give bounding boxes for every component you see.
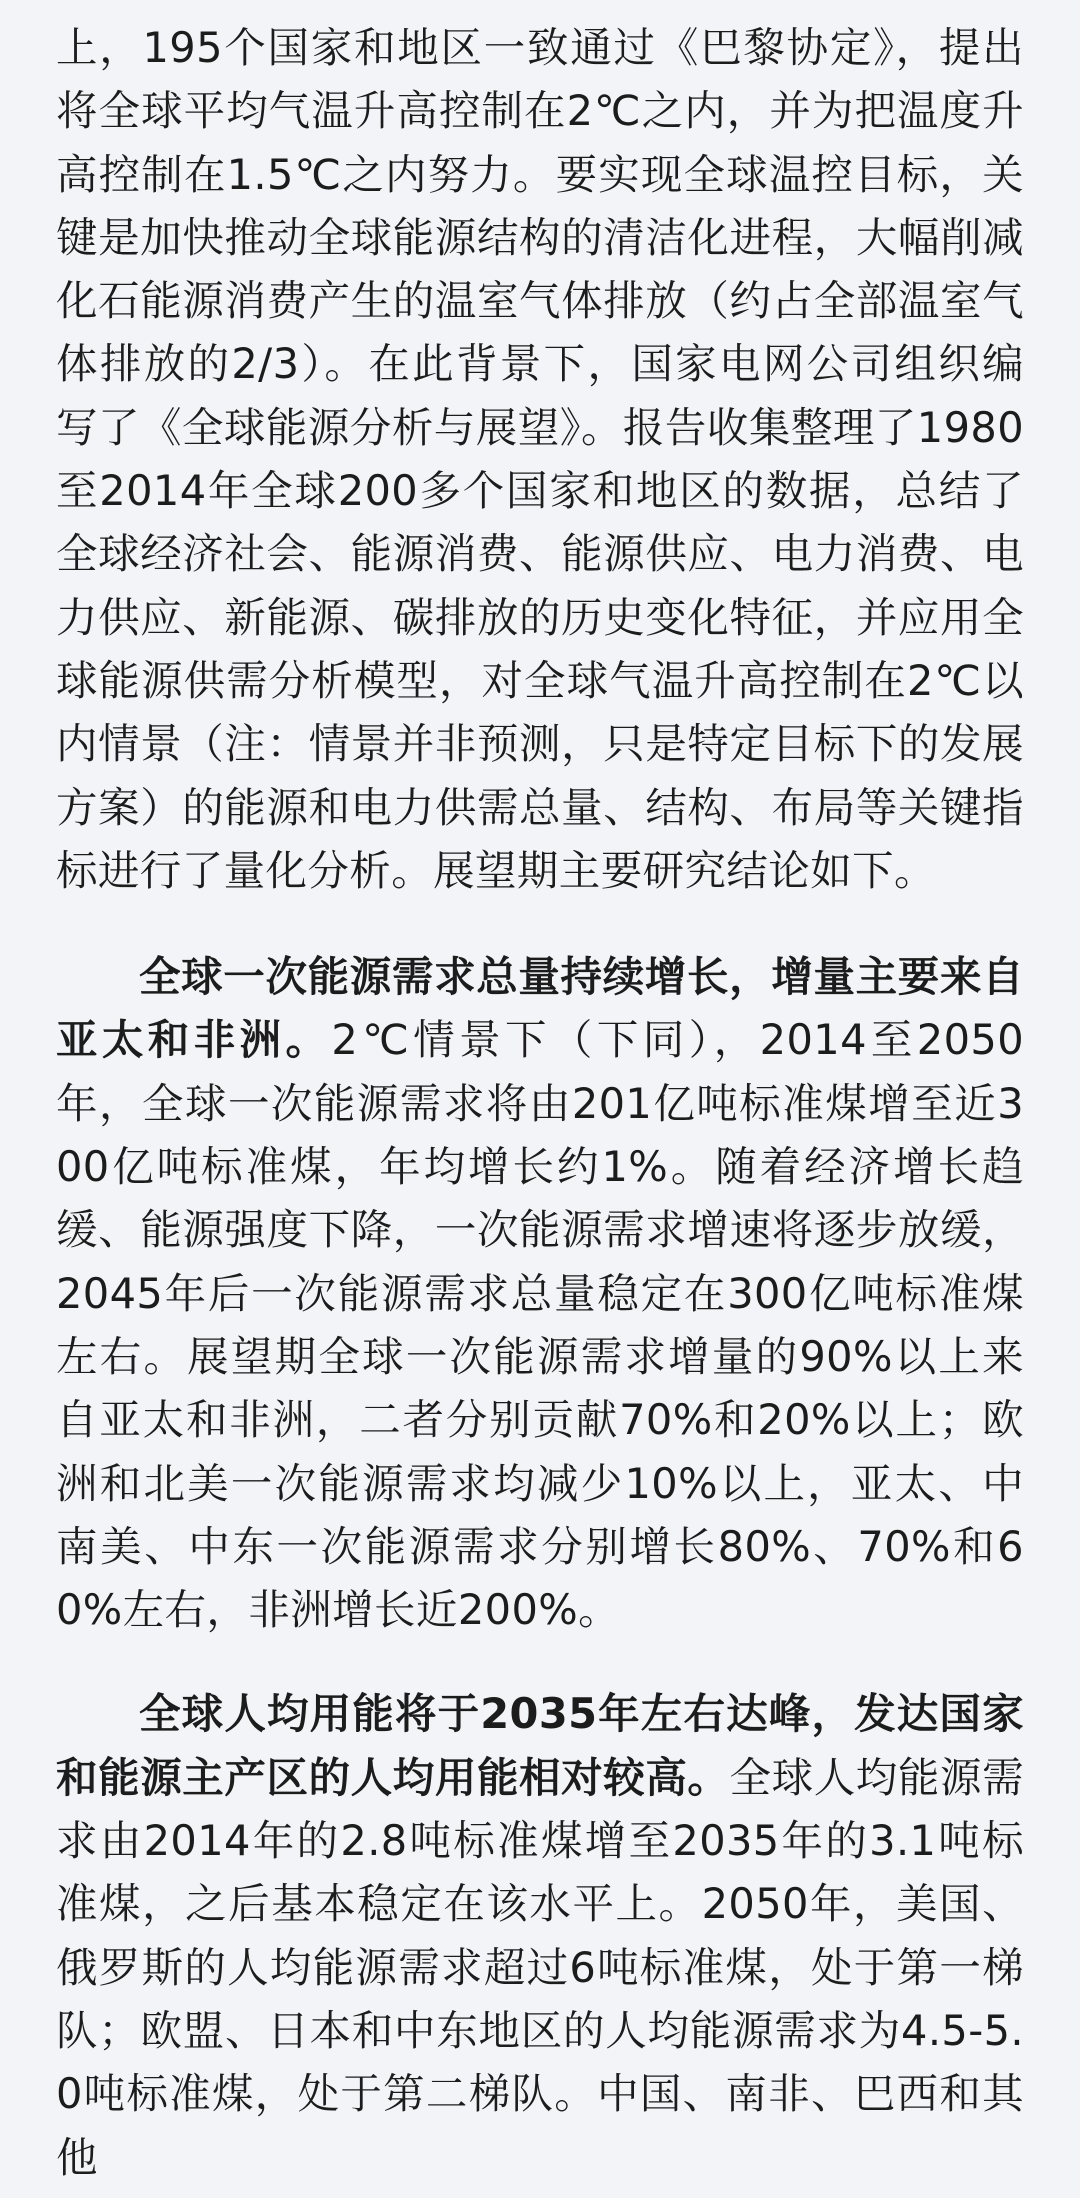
paragraph-intro: [56, 16, 1024, 902]
paragraph-per-capita-energy: [56, 1682, 1024, 2188]
paragraph-text: 2℃情景下（下同），2014至2050年，全球一次能源需求将由201亿吨标准煤增至近300亿吨标准煤，年均增长约1%。随着经济增长趋缓、能源强度下降，一次能源需求增速将逐步放缓，2045年后一次能源需求总量稳定在300亿吨标准煤左右。展望期全球一次能源需求增量的90%以上来自亚太和非洲，二者分别贡献70%和20%以上；欧洲和北美一次能源需求均减少10%以上，亚太、中南美、中东一次能源需求分别增长80%、70%和60%左右，非洲增长近200%。: [56, 1015, 1024, 1635]
paragraph-lead: 全球人均用能将于2035年左右达峰，发达国家和能源主产区的人均用能相对较高。: [56, 1689, 1024, 1802]
paragraph-text: 全球人均能源需求由2014年的2.8吨标准煤增至2035年的3.1吨标准煤，之后基本稳定在该水平上。2050年，美国、俄罗斯的人均能源需求超过6吨标准煤，处于第一梯队；欧盟、日本和中东地区的人均能源需求为4.5-5.0吨标准煤，处于第二梯队。中国、南非、巴西和其他: [56, 1752, 1024, 2182]
paragraph-lead: 全球一次能源需求总量持续增长，增量主要来自亚太和非洲。: [56, 952, 1024, 1065]
paragraph-text: 上，195个国家和地区一致通过《巴黎协定》，提出将全球平均气温升高控制在2℃之内，并为把温度升高控制在1.5℃之内努力。要实现全球温控目标，关键是加快推动全球能源结构的清洁化进程，大幅削减化石能源消费产生的温室气体排放（约占全部温室气体排放的2/3）。在此背景下，国家电网公司组织编写了《全球能源分析与展望》。报告收集整理了1980至2014年全球200多个国家和地区的数据，总结了全球经济社会、能源消费、能源供应、电力消费、电力供应、新能源、碳排放的历史变化特征，并应用全球能源供需分析模型，对全球气温升高控制在2℃以内情景（注：情景并非预测，只是特定目标下的发展方案）的能源和电力供需总量、结构、布局等关键指标进行了量化分析。展望期主要研究结论如下。: [56, 23, 1024, 895]
paragraph-primary-energy-demand: [56, 945, 1024, 1641]
article-body: [56, 0, 1024, 2189]
